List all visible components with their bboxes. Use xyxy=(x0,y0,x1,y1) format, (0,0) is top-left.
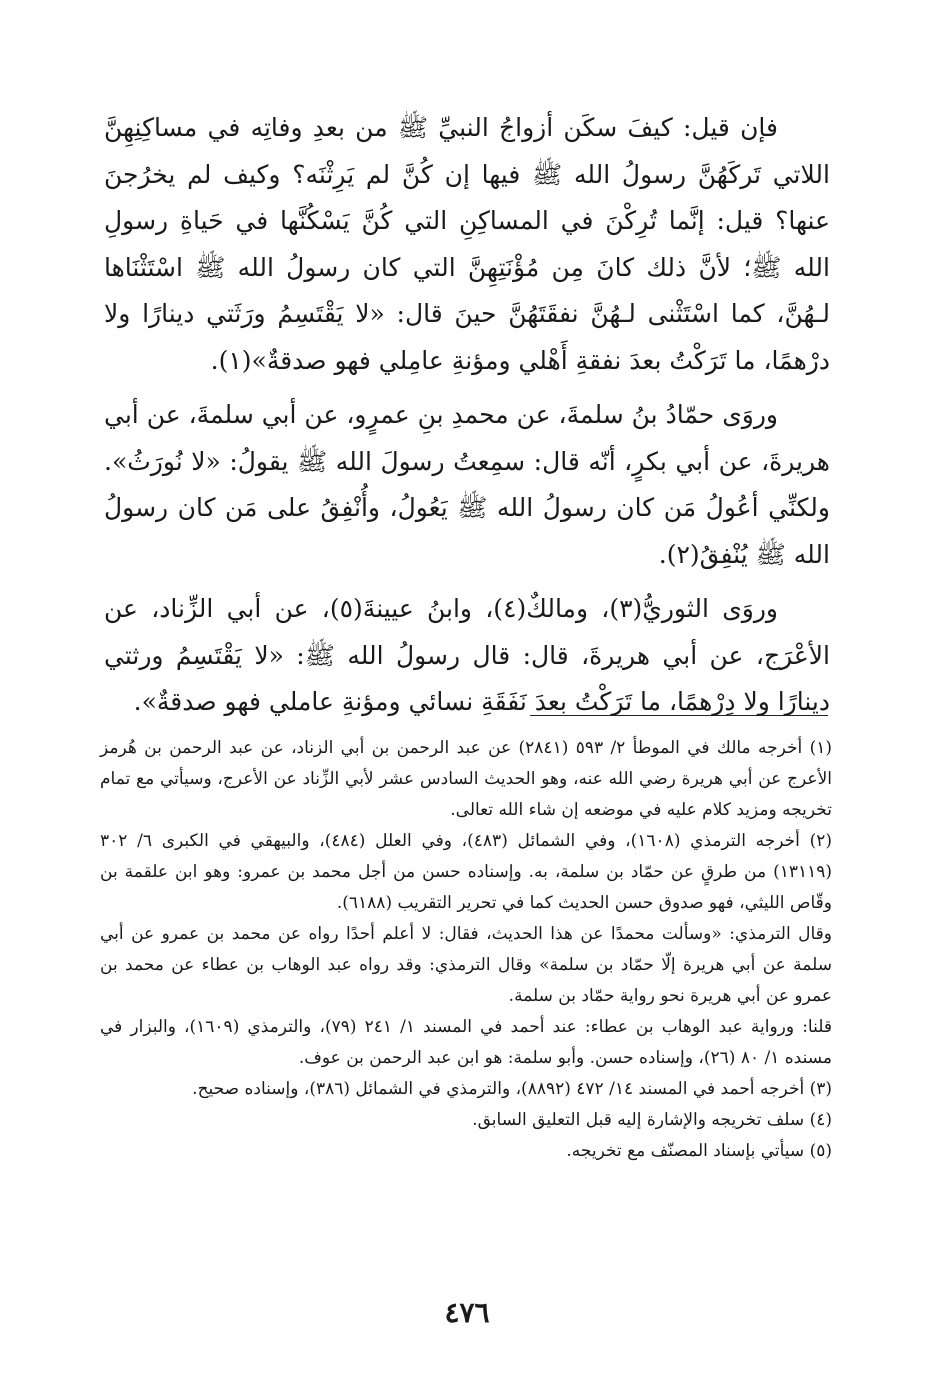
footnote-2-continuation-2: قلنا: ورواية عبد الوهاب بن عطاء: عند أحمد في المسند ١/ ٢٤١ (٧٩)، والترمذي (١٦٠٩)، والبزار في مسنده ١/ ٨٠ (٢٦)، وإسناده حسن. وأبو سلمة: هو ابن عبد الرحمن بن عوف. xyxy=(100,1017,832,1068)
footnote-separator xyxy=(530,715,828,716)
footnote-5: (٥) سيأتي بإسناد المصنّف مع تخريجه. xyxy=(566,1141,832,1161)
paragraph-2: وروَى حمّادُ بنُ سلمةَ، عن محمدِ بنِ عمرٍو، عن أبي سلمةَ، عن أبي هريرةَ، عن أبي بكرٍ، أنّه قال: سمِعتُ رسولَ الله ﷺ يقولُ: «لا نُورَثُ». ولكنِّي أعُولُ مَن كان رسولُ الله ﷺ يَعُولُ، وأُنْفِقُ على مَن كان رسولُ الله ﷺ يُنْفِقُ(٢). xyxy=(104,400,830,569)
footnote-1: (١) أخرجه مالك في الموطأ ٢/ ٥٩٣ (٢٨٤١) عن عبد الرحمن بن أبي الزناد، عن عبد الرحمن بن هُرمز الأعرج عن أبي هريرة رضي الله عنه، وهو الحديث السادس عشر لأبي الزِّناد عن الأعرج، وسيأتي مع تمام تخريجه ومزيد كلام عليه في موضعه إن شاء الله تعالى. xyxy=(100,738,832,820)
main-text xyxy=(104,105,830,734)
footnote-2-continuation: وقال الترمذي: «وسألت محمدًا عن هذا الحديث، فقال: لا أعلم أحدًا رواه عن محمد بن عمرو عن أبي سلمة عن أبي هريرة إلّا حمّاد بن سلمة» وقال الترمذي: وقد رواه عبد الوهاب بن عطاء عن محمد بن عمرو عن أبي هريرة نحو رواية حمّاد بن سلمة. xyxy=(100,924,832,1006)
paragraph-3: وروَى الثوريُّ(٣)، ومالكٌ(٤)، وابنُ عيينةَ(٥)، عن أبي الزِّناد، عن الأعْرَج، عن أبي هريرةَ، قال: قال رسولُ الله ﷺ: «لا يَقْتَسِمُ ورثتي دينارًا ولا دِرْهمًا، ما تَرَكْتُ بعدَ نَفَقَةِ نسائي ومؤنةِ عاملي فهو صدقةٌ». xyxy=(104,594,830,716)
paragraph-1: فإن قيل: كيفَ سكَن أزواجُ النبيِّ ﷺ من بعدِ وفاتِه في مساكِنِهِنَّ اللاتي تَركَهُنَّ رسولُ الله ﷺ فيها إن كُنَّ لم يَرِثْنَه؟ وكيف لم يخرُجنَ عنها؟ قيل: إنَّما تُرِكْنَ في المساكِنِ التي كُنَّ يَسْكُنَّها في حَياةِ رسولِ الله ﷺ؛ لأنَّ ذلك كانَ مِن مُؤْنَتِهِنَّ التي كان رسولُ الله ﷺ اسْتَثْنَاها لـهُنَّ، كما اسْتَثْنى لـهُنَّ نفقَتَهُنَّ حينَ قال: «لا يَقْتَسِمُ ورَثَتي دينارًا ولا درْهمًا، ما تَرَكْتُ بعدَ نفقةِ أَهْلي ومؤنةِ عامِلي فهو صدقةٌ»(١). xyxy=(104,113,830,375)
footnotes xyxy=(100,733,832,1167)
page-number: ٤٧٦ xyxy=(444,1296,490,1329)
footnote-3: (٣) أخرجه أحمد في المسند ١٤/ ٤٧٢ (٨٨٩٢)، والترمذي في الشمائل (٣٨٦)، وإسناده صحيح. xyxy=(192,1079,832,1099)
footnote-2: (٢) أخرجه الترمذي (١٦٠٨)، وفي الشمائل (٤٨٣)، وفي العلل (٤٨٤)، والبيهقي في الكبرى ٦/ ٣٠٢ (١٣١١٩) من طرقٍ عن حمّاد بن سلمة، به. وإسناده حسن من أجل محمد بن عمرو: وهو ابن علقمة بن وقّاص الليثي، فهو صدوق حسن الحديث كما في تحرير التقريب (٦١٨٨). xyxy=(100,831,833,913)
footnote-4: (٤) سلف تخريجه والإشارة إليه قبل التعليق السابق. xyxy=(472,1110,832,1130)
